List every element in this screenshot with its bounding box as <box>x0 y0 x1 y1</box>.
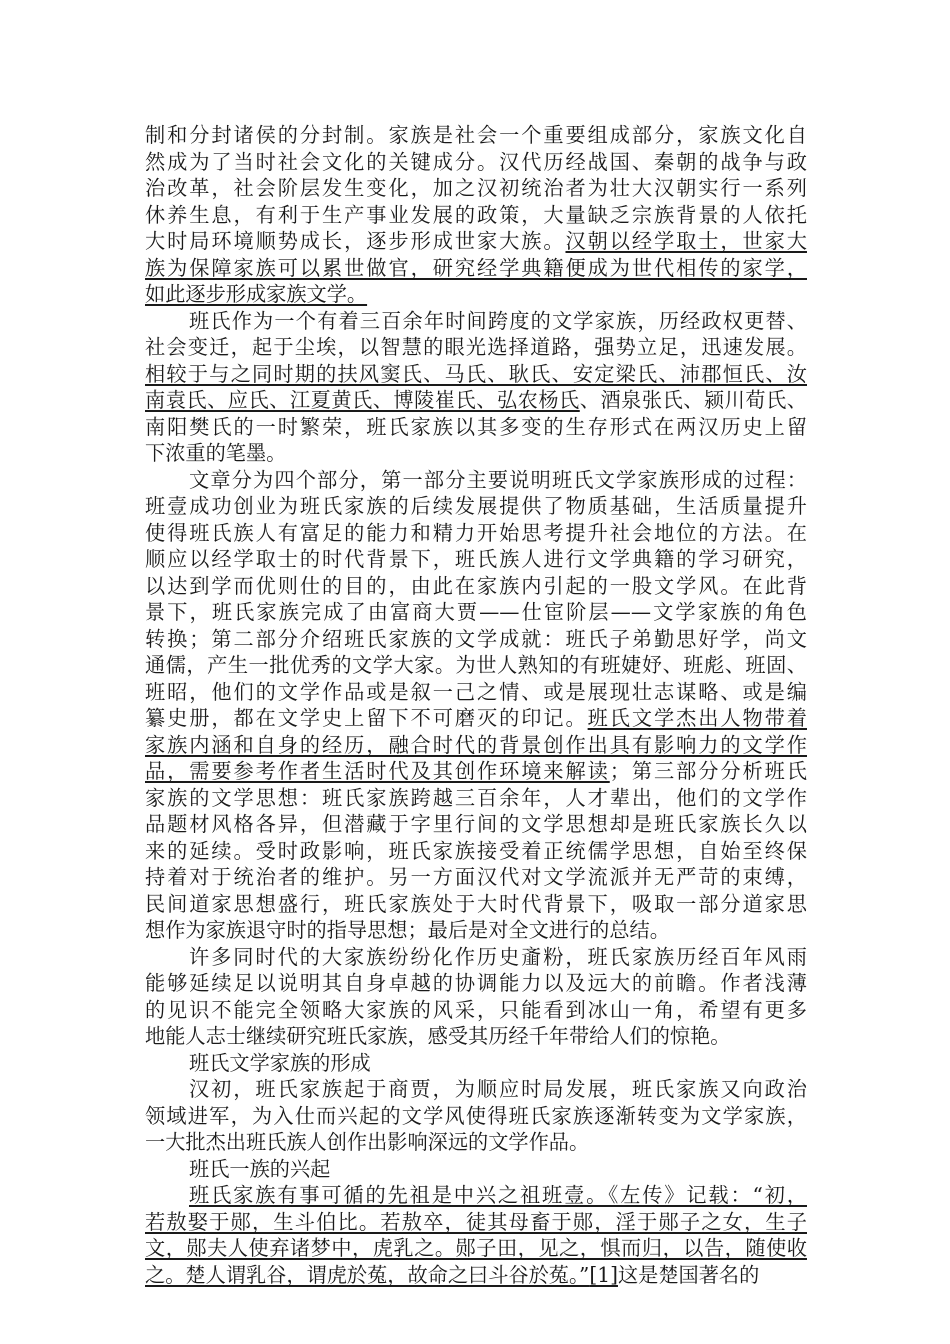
text-run: 、酒泉张氏、颍川荀氏、 <box>579 388 807 412</box>
underlined-text: 如此逐步形成家族文学。 <box>145 282 368 306</box>
text-line <box>145 520 807 547</box>
text-line <box>145 626 807 653</box>
paragraph-conclusion-intro <box>145 944 807 1050</box>
text-line <box>145 944 807 971</box>
text-line <box>145 917 807 944</box>
text-line <box>145 1129 807 1156</box>
text-run: 制和分封诸侯的分封制。家族是社会一个重要组成部分，家族文化自 <box>145 123 807 147</box>
underlined-text: 若敖娶于郧，生斗伯比。若敖卒，徒其母畜于郧，淫于郧子之女，生子 <box>145 1209 807 1234</box>
text-run: 这是楚国著名的 <box>617 1262 760 1287</box>
text-line <box>145 493 807 520</box>
section-heading-formation: 班氏文学家族的形成 <box>189 1050 371 1075</box>
underlined-text: 汉朝以经学取士，世家大 <box>565 229 807 253</box>
text-run: 品题材风格各异，但潜藏于字里行间的文学思想却是班氏家族长久以 <box>145 812 807 836</box>
underlined-text: 品，需要参考作者生活时代及其创作环境来解读 <box>145 759 610 783</box>
text-run: 班壹成功创业为班氏家族的后续发展提供了物质基础，生活质量提升 <box>145 494 807 518</box>
text-run: 下浓重的笔墨。 <box>145 441 287 465</box>
text-run: 一大批杰出班氏族人创作出影响深远的文学作品。 <box>145 1130 590 1154</box>
text-run: 的见识不能完全领略大家族的风采，只能看到冰山一角，希望有更多 <box>145 997 807 1022</box>
text-line <box>145 705 807 732</box>
underlined-text: 郧子田，见之，惧而归，以告，随使收 <box>455 1236 807 1260</box>
text-line <box>145 202 807 229</box>
text-line <box>145 440 807 467</box>
text-line <box>145 281 807 308</box>
text-line <box>145 679 807 706</box>
text-run: 想作为家族退守时的指导思想；最后是对全文进行的总结。 <box>145 918 670 942</box>
text-run: 领域进军，为入仕而兴起的文学风使得班氏家族逐渐转变为文学家族， <box>145 1103 807 1128</box>
text-run: ；第三部分分析班氏 <box>609 759 807 783</box>
text-line <box>145 599 807 626</box>
text-line <box>145 308 807 335</box>
text-line <box>145 811 807 838</box>
text-run: 顺应以经学取士的时代背景下，班氏族人进行文学典籍的学习研究， <box>145 547 807 571</box>
text-run: 转换；第二部分介绍班氏家族的文学成就：班氏子弟勤思好学，尚文 <box>145 626 807 651</box>
text-line <box>145 838 807 865</box>
text-line <box>145 255 807 282</box>
text-line <box>145 758 807 785</box>
paragraph-family-culture <box>145 122 807 308</box>
text-line <box>145 122 807 149</box>
text-run: 大时局环境顺势成长，逐步形成世家大族。 <box>145 229 566 253</box>
text-line <box>145 546 807 573</box>
underlined-text: 之。楚人谓乳谷，谓虎於菟，故命之曰斗谷於菟。” <box>145 1262 590 1287</box>
text-line <box>145 334 807 361</box>
paragraph-ancestor <box>145 1182 807 1288</box>
text-run: 持着对于统治者的维护。另一方面汉代对文学流派并无严苛的束缚， <box>145 865 807 889</box>
text-line <box>145 1103 807 1130</box>
text-line <box>145 1182 807 1209</box>
text-run: 纂史册，都在文学史上留下不可磨灭的印记。 <box>145 706 588 730</box>
text-run: 通儒，产生一批优秀的文学大家。为世人熟知的有班婕妤、班彪、班固、 <box>145 653 807 677</box>
text-run: 班氏作为一个有着三百余年时间跨度的文学家族，历经政权更替、 <box>189 308 807 333</box>
document-page <box>145 122 807 1288</box>
text-line <box>145 864 807 891</box>
text-line <box>145 732 807 759</box>
text-line <box>145 1076 807 1103</box>
underlined-text: [1] <box>589 1262 618 1287</box>
text-line <box>145 785 807 812</box>
underlined-text: 文，郧夫人使弃诸梦中，虎乳之。 <box>145 1236 456 1260</box>
text-line <box>145 175 807 202</box>
underlined-text: 家族内涵和自身的经历，融合时代的背景创作出具有影响力的文学作 <box>145 732 807 757</box>
underlined-text: 南袁氏、应氏、江夏黄氏、博陵崔氏、弘农杨氏 <box>145 388 580 412</box>
text-run: 社会变迁，起于尘埃，以智慧的眼光选择道路，强势立足，迅速发展。 <box>145 335 807 359</box>
underlined-text: 班氏家族有事可循的先祖是中兴之祖班壹。《左传》记载：“初， <box>189 1183 807 1207</box>
text-run: 景下，班氏家族完成了由富商大贾——仕宦阶层——文学家族的角色 <box>145 600 807 624</box>
text-run: 民间道家思想盛行，班氏家族处于大时代背景下，吸取一部分道家思 <box>145 891 807 916</box>
underlined-text: 族为保障家族可以累世做官，研究经学典籍便成为世代相传的家学， <box>145 255 807 280</box>
paragraph-ban-family-intro <box>145 308 807 467</box>
text-line <box>145 970 807 997</box>
underlined-text: 相较于与之同时期的扶风窦氏、马氏、耿氏、安定梁氏、沛郡恒氏、汝 <box>145 361 807 386</box>
text-line <box>145 1209 807 1236</box>
text-run: 治改革，社会阶层发生变化，加之汉初统治者为壮大汉朝实行一系列 <box>145 176 807 200</box>
text-line <box>145 1262 807 1289</box>
text-line <box>145 149 807 176</box>
text-run: 地能人志士继续研究班氏家族，感受其历经千年带给人们的惊艳。 <box>145 1024 731 1048</box>
paragraph-formation <box>145 1076 807 1156</box>
text-run: 能够延续足以说明其自身卓越的协调能力以及远大的前瞻。作者浅薄 <box>145 971 807 995</box>
text-line <box>145 361 807 388</box>
text-line <box>145 997 807 1024</box>
text-run: 休养生息，有利于生产事业发展的政策，大量缺乏宗族背景的人依托 <box>145 202 807 227</box>
text-run: 南阳樊氏的一时繁荣，班氏家族以其多变的生存形式在两汉历史上留 <box>145 414 807 439</box>
text-line <box>145 228 807 255</box>
text-line <box>145 652 807 679</box>
text-run: 然成为了当时社会文化的关键成分。汉代历经战国、秦朝的战争与政 <box>145 149 807 174</box>
paragraph-article-structure <box>145 467 807 944</box>
text-run: 许多同时代的大家族纷纷化作历史齑粉，班氏家族历经百年风雨 <box>189 944 807 969</box>
text-line <box>145 387 807 414</box>
text-line <box>145 467 807 494</box>
text-run: 家族的文学思想：班氏家族跨越三百余年，人才辈出，他们的文学作 <box>145 785 807 810</box>
text-line <box>145 891 807 918</box>
text-run: 来的延续。受时政影响，班氏家族接受着正统儒学思想，自始至终保 <box>145 838 807 863</box>
underlined-text: 班氏文学杰出人物带着 <box>587 706 807 730</box>
text-run: 以达到学而优则仕的目的，由此在家族内引起的一股文学风。在此背 <box>145 573 807 598</box>
text-line <box>145 573 807 600</box>
text-run: 使得班氏族人有富足的能力和精力开始思考提升社会地位的方法。在 <box>145 520 807 545</box>
text-line <box>145 414 807 441</box>
text-line <box>145 1023 807 1050</box>
text-run: 文章分为四个部分，第一部分主要说明班氏文学家族形成的过程： <box>189 467 807 492</box>
section-heading-rise: 班氏一族的兴起 <box>189 1156 331 1181</box>
text-line <box>145 1235 807 1262</box>
text-run: 班昭，他们的文学作品或是叙一己之情、或是展现壮志谋略、或是编 <box>145 679 807 704</box>
text-run: 汉初，班氏家族起于商贾，为顺应时局发展，班氏家族又向政治 <box>189 1077 807 1101</box>
